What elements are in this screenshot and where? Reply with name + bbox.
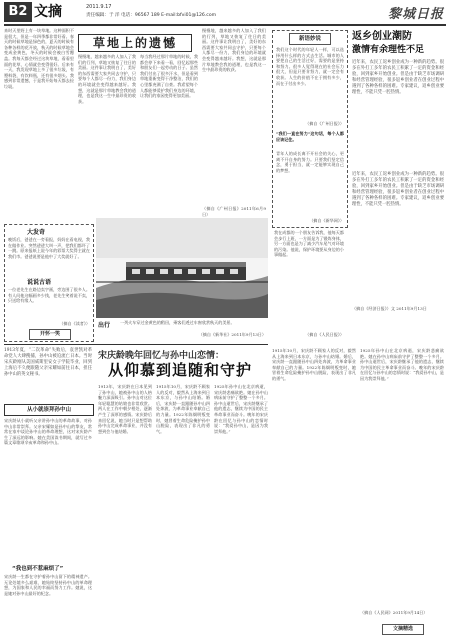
main-story-subhead: 从小就崇拜孙中山 (26, 407, 71, 413)
main-story (4, 346, 268, 636)
section-name: 文摘 (34, 4, 62, 20)
mid-left-box (4, 224, 94, 342)
main-story-col-d: 1925年孙中山在北京病逝，宋庆龄悲痛欲绝。她在孙中山病床前守护了整整一个多月。孙中山逝世后，宋庆龄继承了他的遗志，继续为中国的民主革命事业而奋斗。晚年的宋庆龄在回忆与孙中山的恋情时说：“我爱孙中山，是因为我崇拜他。” (214, 384, 268, 434)
mid-right-source: （摘自《人民日报》） (305, 332, 344, 337)
right-headline-1: 返乡创业潮防 (352, 31, 412, 42)
main-story-title: 从仰慕到追随和守护 (108, 361, 253, 379)
mid-left-title2: 说说古语 (27, 279, 52, 286)
mid-left-title: 大发奇 (27, 229, 46, 236)
photo-source: （摘自《新华社》2011年9月13日） (198, 332, 266, 337)
section-code: B2 (4, 2, 32, 22)
main-story-intro: 1913年夏，“二次革命”失败后，袁世凯对革命党人大肆搜捕，孙中山被迫流亡日本。当时宋庆龄刚从美国威斯里安女子学院毕业，回到上海后不久便跟随父亲宋耀如前往日本，担任孙中山的英文秘书。 (4, 348, 92, 377)
sidebar-top-body2: 青年人的成长离不开社会的关心，更离不开自身的努力。只要我们坚定信念，勇于担当，就一定能够实现自己的梦想。 (276, 151, 344, 173)
mid-left-body2: 一位老先生在路边卖字画，旁边围了很多人。有人问他这幅画多少钱，老先生笑着说不卖，只送给有缘人。 (8, 287, 90, 304)
mid-left-body: 晚饭后，爸爸在一旁看报，妈妈在看电视，我在做作业。突然爸爸大叫一声，把我们都吓了一跳。原来报纸上说今年的彩票大奖得主就在我们市。爸爸说要是他中了大奖就好了。 (8, 237, 90, 259)
editor-line: 责任编辑：于 洋 电话：96567 189 E-mail:bfvi01@126.com (86, 13, 217, 18)
photo-caption: 一列火车穿过金黄色的稻田，乘客们透过车窗欣赏秋天的美景。 (120, 320, 235, 325)
mid-right-body: 我在成都的一个朋友告诉我，他每天都会步行上班，一方面是为了锻炼身体，另一方面也是为了减少汽车尾气对环境的污染。他说，保护环境要从身边的小事做起。 (274, 230, 344, 258)
sidebar-top-source2: （摘自《新华网》） (309, 218, 344, 223)
masthead (4, 2, 446, 24)
right-lower-footer: 文摘精选 (382, 624, 424, 635)
main-story-col-c: 1915年10月，宋庆龄不顾家人的反对，毅然从上海来到日本东京，与孙中山结婚。婚后，宋庆龄一直跟随孙中山四处奔波，为革命事业奉献自己的力量。1922年陈炯明叛变时，她冒着生命危险掩护孙中山脱险，表现出了非凡的勇气。 (156, 384, 210, 434)
sidebar-top (272, 30, 348, 228)
main-story-col-a: 宋庆龄从小就听父亲讲孙中山的革命故事，对孙中山非常崇拜。父亲宋耀如是孙中山的挚友，常常在家中谈论孙中山的革命理想，这对宋庆龄产生了深远的影响。她在美国读书期间，就写过多篇文章歌颂辛亥革命和孙中山。 (4, 418, 92, 446)
right-lower-source: （摘自《人民网》2011年9月14日） (360, 610, 428, 615)
article-grass (4, 28, 268, 217)
mid-left-source: （摘自《读者》） (59, 321, 90, 326)
photo-block (96, 218, 268, 342)
article-grass-source: （摘自《广州日报》2011年6月9日） (202, 206, 266, 217)
article-grass-col2: 慢慢地，越来越多的人加入了我们的行列，草地又恢复了往日的美丽。这件事让我明白了，美好的东西需要大家共同去守护，只要每个人都尽一份力，我们身边的环境就会变得越来越好。我想，这就是那片草地教会我的道理，也是我这一生中最珍贵的收获。 (78, 54, 136, 104)
sidebar-top-heading: 新语妙说 (289, 33, 331, 45)
section-divider (4, 344, 268, 345)
right-body-a: 近年来，农民工返乡创业成为一种新的趋势。很多在外打工多年的农民工积累了一定的资金和经验，回到家乡开始创业。但是由于缺乏市场调研和经营管理经验，很多返乡创业者在创业过程中遇到了各种各样的困难。专家建议，返乡创业要理性，不能只凭一腔热情。 (352, 60, 444, 95)
main-story-col-b: 1913年，宋庆龄在日本见到了孙中山，她被孙中山的人格魅力深深吸引。孙中山对这位年轻聪慧的姑娘也非常欣赏。两人在工作中朝夕相处，逐渐产生了深厚的感情。宋庆龄后来回忆说，她当时只是想帮助孙中山完成革命事业，并没有想到会与他结婚。 (98, 384, 152, 434)
main-story-subhead-box (4, 404, 94, 416)
article-grass-col3: 每当我经过那片草地的时候，我都会停下来看一看，回忆起那些和朋友们一起劳动的日子。虽然我们付出了很多汗水，但是看到草地重新变得干净整洁，我们的心里都充满了自豪。我希望每个人都能够爱护我们身边的环境，让我们的家园变得更加美丽。 (140, 54, 198, 99)
article-grass-col4: 慢慢地，越来越多的人加入了我们的行列，草地又恢复了往日的美丽。这件事让我明白了，美好的东西需要大家共同去守护，只要每个人都尽一份力，我们身边的环境就会变得越来越好。我想，这就是那片草地教会我的道理，也是我这一生中最珍贵的收获。 (202, 28, 266, 73)
mid-left-footer: 开怀一笑 (29, 329, 71, 340)
mid-right (272, 230, 346, 342)
right-lower-col-2: 1925年孙中山在北京病逝，宋庆龄悲痛欲绝。她在孙中山病床前守护了整整一个多月。孙中山逝世后，宋庆龄继承了他的遗志，继续为中国的民主革命事业而奋斗。晚年的宋庆龄在回忆与孙中山的恋情时说：“我爱孙中山，是因为我崇拜他。” (360, 348, 444, 381)
article-grass-col1: 来时天里野上有一块草地。这种面积不是很大，但是一年四季都非常好看。春天的时候草地是绿色的，夏天的时候有各种各样的花开放，秋天的时候草地会变成金黄色，冬天的时候会被白雪覆盖。我每天都会经过这块草地，看看里面的花草，心情就会变得很好。后来有一天，我发现草地上多了很多垃圾，有塑料袋，有饮料瓶，还有很多烟头。我感到非常遗憾，于是我开始每天都去捡垃圾。 (4, 28, 74, 89)
masthead-rule (4, 24, 446, 26)
date-line: 2011.9.17 (86, 4, 112, 10)
sidebar-top-source: （摘自《广州日报》） (305, 121, 344, 126)
main-story-col-e: 宋庆龄一生都在守护着孙中山留下的精神遗产。无论处境多么艰难，她始终坚持孙中山的革命理想，为国家和人民的幸福而努力工作。她说，这是她对孙中山最好的纪念。 (4, 574, 92, 596)
article-grass-title: 草地上的遗憾 (92, 36, 177, 50)
right-column (350, 28, 446, 318)
main-story-subhead2: “我也到不惹麻烦了” (12, 566, 64, 572)
right-lower (272, 346, 446, 636)
main-story-kicker: 宋庆龄晚年回忆与孙中山恋情： (98, 351, 225, 361)
right-headline-2: 激情有余理性不足 (352, 45, 425, 55)
article-grass-title-box (78, 34, 192, 52)
right-lower-col-1: 1915年10月，宋庆龄不顾家人的反对，毅然从上海来到日本东京，与孙中山结婚。婚后，宋庆龄一直跟随孙中山四处奔波，为革命事业奉献自己的力量。1922年陈炯明叛变时，她冒着生命危险掩护孙中山脱险，表现出了非凡的勇气。 (272, 348, 356, 381)
sidebar-top-quote: “我们一直在努力”这句话，每个人都应该记住。 (276, 131, 344, 142)
right-source: （摘自《经济日报》）文 2011年9月13日 (352, 306, 427, 311)
photo-caption-label: 出行 (98, 322, 111, 329)
right-body-b: 近年来，农民工返乡创业成为一种新的趋势。很多在外打工多年的农民工积累了一定的资金和经验，回到家乡开始创业。但是由于缺乏市场调研和经营管理经验，很多返乡创业者在创业过程中遇到了各种各样的困难。专家建议，返乡创业要理性，不能只凭一腔热情。 (352, 172, 444, 207)
train-photo (96, 218, 268, 318)
paper-name: 黎城日报 (387, 7, 444, 22)
sidebar-top-body: 我们这个时代的年轻人一样，可以选择用什么样的方式去生活。城市的人要把自己的生活过好，需要的是坚持和努力。很多人觉得现在的社会压力很大，但是只要肯努力，就一定会有收获。人生的价值不在于拥有多少，而在于付出多少。 (276, 47, 344, 86)
